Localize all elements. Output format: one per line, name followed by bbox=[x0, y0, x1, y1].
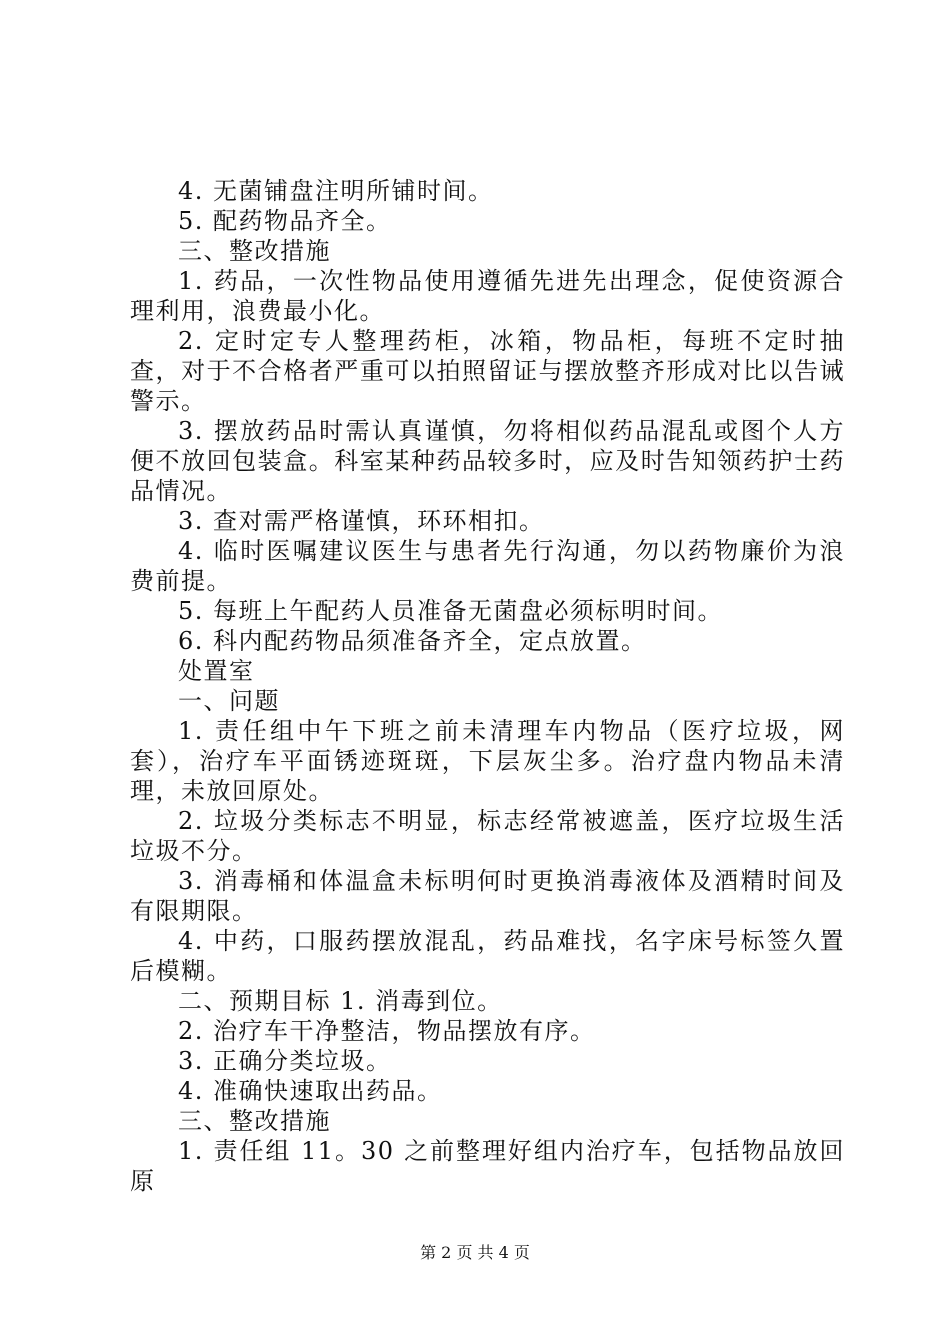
paragraph: 5. 每班上午配药人员准备无菌盘必须标明时间。 bbox=[178, 597, 724, 625]
page-number: 第 2 页 共 4 页 bbox=[420, 1243, 530, 1262]
paragraph: 3. 消毒桶和体温盒未标明何时更换消毒液体及酒精时间及有限期限。 bbox=[130, 867, 845, 925]
paragraph: 3. 摆放药品时需认真谨慎，勿将相似药品混乱或图个人方便不放回包装盒。科室某种药品较多时，应及时告知领药护士药品情况。 bbox=[130, 417, 845, 505]
document-body bbox=[130, 176, 845, 1196]
paragraph: 4. 准确快速取出药品。 bbox=[178, 1077, 443, 1105]
paragraph: 4. 临时医嘱建议医生与患者先行沟通，勿以药物廉价为浪费前提。 bbox=[130, 537, 845, 595]
paragraph: 1. 药品，一次性物品使用遵循先进先出理念，促使资源合理利用，浪费最小化。 bbox=[130, 267, 845, 325]
section-heading: 三、整改措施 bbox=[178, 1107, 331, 1135]
paragraph: 3. 查对需严格谨慎，环环相扣。 bbox=[178, 507, 545, 535]
section-heading: 三、整改措施 bbox=[178, 237, 331, 265]
page-footer bbox=[0, 1243, 950, 1263]
paragraph: 1. 责任组中午下班之前未清理车内物品（医疗垃圾，网套），治疗车平面锈迹斑斑，下层灰尘多。治疗盘内物品未清理，未放回原处。 bbox=[130, 717, 845, 805]
paragraph: 2. 定时定专人整理药柜，冰箱，物品柜，每班不定时抽查，对于不合格者严重可以拍照留证与摆放整齐形成对比以告诫警示。 bbox=[130, 327, 845, 415]
paragraph: 2. 垃圾分类标志不明显，标志经常被遮盖，医疗垃圾生活垃圾不分。 bbox=[130, 807, 845, 865]
paragraph: 4. 无菌铺盘注明所铺时间。 bbox=[178, 177, 494, 205]
paragraph: 二、预期目标 1. 消毒到位。 bbox=[178, 987, 503, 1015]
section-heading: 处置室 bbox=[178, 657, 255, 685]
paragraph: 2. 治疗车干净整洁，物品摆放有序。 bbox=[178, 1017, 596, 1045]
paragraph: 4. 中药，口服药摆放混乱，药品难找，名字床号标签久置后模糊。 bbox=[130, 927, 845, 985]
paragraph: 1. 责任组 11。30 之前整理好组内治疗车，包括物品放回原 bbox=[130, 1137, 845, 1195]
section-heading: 一、问题 bbox=[178, 687, 280, 715]
paragraph: 3. 正确分类垃圾。 bbox=[178, 1047, 392, 1075]
paragraph: 5. 配药物品齐全。 bbox=[178, 207, 392, 235]
paragraph: 6. 科内配药物品须准备齐全，定点放置。 bbox=[178, 627, 647, 655]
